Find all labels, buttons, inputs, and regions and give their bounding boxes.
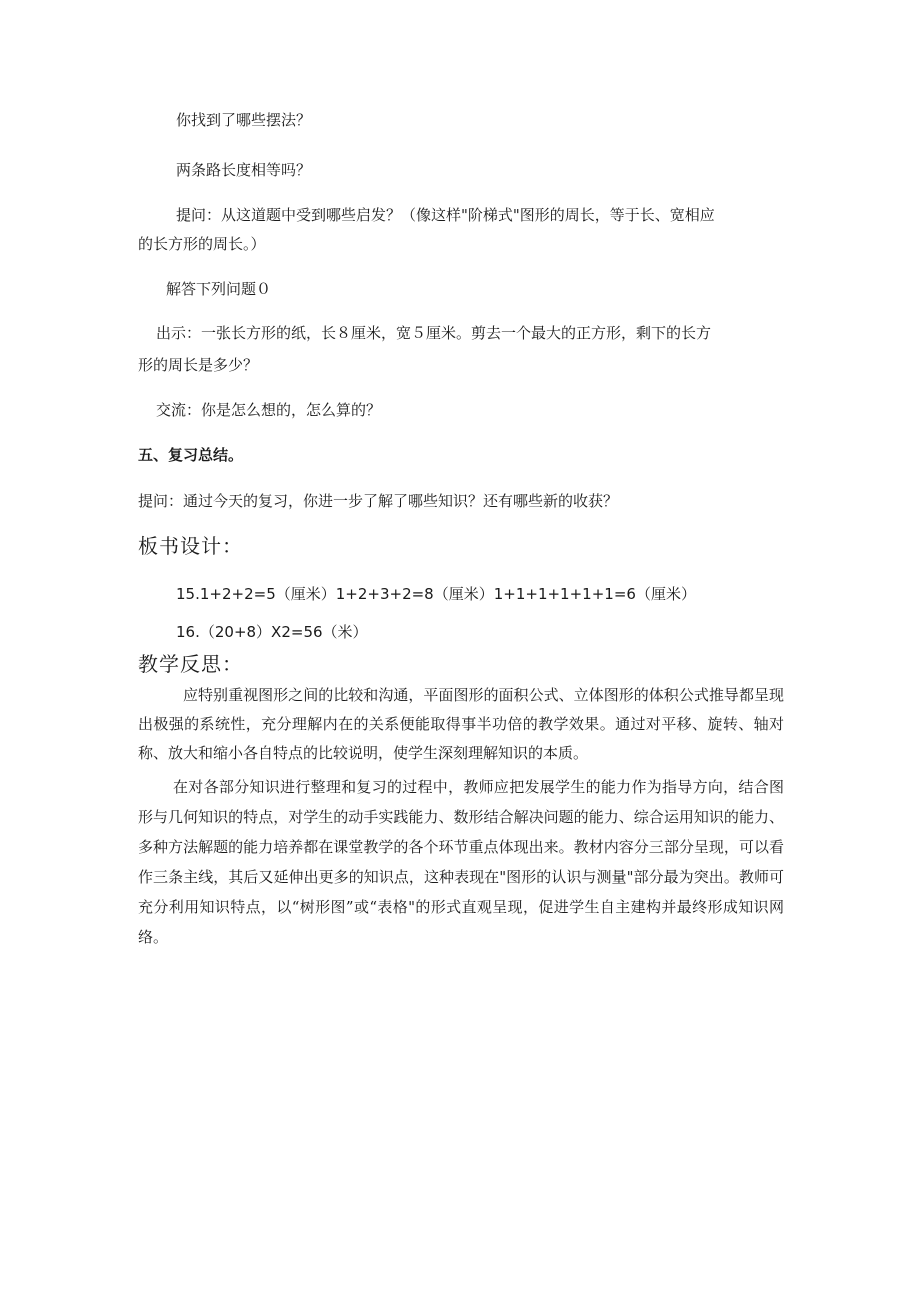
exchange-prompt: 交流：你是怎么想的，怎么算的？ [156,401,382,419]
problem-statement-line2: 形的周长是多少？ [138,356,259,374]
reflection-heading: 教学反思： [138,652,243,676]
reflection-paragraph-1: 应特别重视图形之间的比较和沟通，平面图形的面积公式、立体图形的体积公式推导都呈现出极强的系统性，充分理解内在的关系便能取得事半功倍的教学效果。通过对平移、旋转、轴对称、放大和缩小各自特点的比较说明，使学生深刻理解知识的本质。 [138,686,784,762]
question-path-length: 两条路长度相等吗？ [176,161,312,179]
question-inspiration-line2: 的长方形的周长。） [138,235,266,253]
board-line-1: 15.1+2+2=5（厘米）1+2+3+2=8（厘米）1+1+1+1+1+1=6（厘米） [176,585,696,603]
problem-statement-line1: 出示：一张长方形的纸，长８厘米，宽５厘米。剪去一个最大的正方形，剩下的长方 [156,324,712,342]
board-line-2: 16.（20+8）X2=56（米） [176,623,368,641]
reflection-paragraph-2: 在对各部分知识进行整理和复习的过程中，教师应把发展学生的能力作为指导方向，结合图形与几何知识的特点，对学生的动手实践能力、数形结合解决问题的能力、综合运用知识的能力、多种方法解题的能力培养都在课堂教学的各个环节重点体现出来。教材内容分三部分呈现，可以看作三条主线，其后又延伸出更多的知识点，这种表现在"图形的认识与测量"部分最为突出。教师可充分利用知识特点，以“树形图”或“表格"的形式直观呈现，促进学生自主建构并最终形成知识网络。 [138,778,784,946]
solve-prompt: 解答下列问题０ [166,280,272,298]
board-design-heading: 板书设计： [138,534,243,558]
section-heading-review: 五、复习总结。 [138,446,244,464]
review-question: 提问：通过今天的复习，你进一步了解了哪些知识？还有哪些新的收获？ [138,492,619,510]
question-placement: 你找到了哪些摆法？ [176,111,312,129]
question-inspiration-line1: 提问：从这道题中受到哪些启发？（像这样"阶梯式"图形的周长，等于长、宽相应 [176,206,715,224]
